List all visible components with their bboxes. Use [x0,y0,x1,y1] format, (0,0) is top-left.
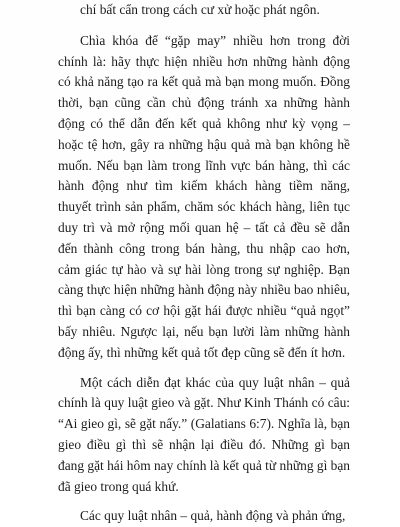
paragraph-continuation: chí bất cẩn trong cách cư xử hoặc phát ngôn. [80,2,320,17]
paragraph-sow-reap: Một cách diễn đạt khác của quy luật nhân – quả chính là quy luật gieo và gặt. Như Kinh Thánh có câu: “Ai gieo gì, sẽ gặt nấy.” (Galatians 6:7). Nghĩa là, bạn gieo điều gì thì sẽ nhận lại điều đó. Những gì bạn đang gặt hái hôm nay chính là kết quả từ những gì bạn đã gieo trong quá khứ. [58,374,350,494]
paragraph-luck-key: Chìa khóa để “gặp may” nhiều hơn trong đời chính là: hãy thực hiện nhiều hơn những hành động có khả năng tạo ra kết quả mà bạn mong muốn. Đồng thời, bạn cũng cần chủ động tránh xa những hành động có thể dẫn đến kết quả không như kỳ vọng – hoặc tệ hơn, gây ra những hậu quả mà bạn không hề muốn. Nếu bạn làm trong lĩnh vực bán hàng, thì các hành động như tìm kiếm khách hàng tiềm năng, thuyết trình sản phẩm, chăm sóc khách hàng, liên tục duy trì và mở rộng mối quan hệ – tất cả đều sẽ dẫn đến thành công trong bán hàng, thu nhập cao hơn, cảm giác tự hào và sự hài lòng trong sự nghiệp. Bạn càng thực hiện những hành động này nhiều bao nhiêu, thì bạn càng có cơ hội gặt hái được nhiều “quả ngọt” bấy nhiêu. Ngược lại, nếu bạn lười làm những hành động ấy, thì những kết quả tốt đẹp cũng sẽ đến ít hơn. [58,32,350,360]
paragraph-laws: Các quy luật nhân – quả, hành động và phản ứng, [80,508,346,524]
